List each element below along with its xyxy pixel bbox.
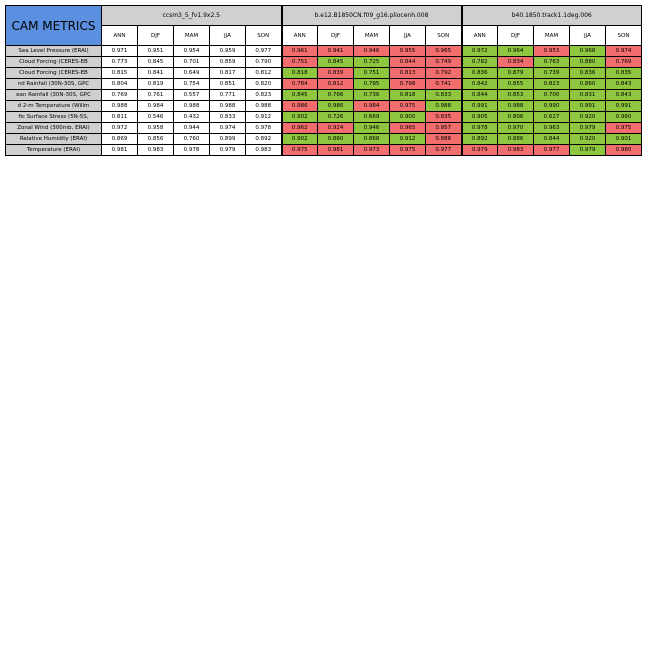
value-cell: 0.792 (426, 68, 462, 79)
value-cell: 0.769 (606, 57, 642, 68)
value-cell: 0.817 (210, 68, 246, 79)
value-cell: 0.971 (102, 46, 138, 57)
value-cell: 0.859 (210, 57, 246, 68)
value-cell: 0.700 (534, 90, 570, 101)
value-cell: 0.990 (534, 101, 570, 112)
metrics-table (5, 5, 642, 156)
value-cell: 0.749 (426, 57, 462, 68)
value-cell: 0.981 (102, 145, 138, 156)
value-cell: 0.856 (138, 134, 174, 145)
value-cell: 0.813 (390, 68, 426, 79)
value-cell: 0.975 (606, 123, 642, 134)
value-cell: 0.941 (318, 46, 354, 57)
value-cell: 0.819 (138, 79, 174, 90)
season-header-1-djf: DJF (138, 26, 174, 46)
value-cell: 0.980 (606, 145, 642, 156)
season-header-2-djf: DJF (318, 26, 354, 46)
value-cell: 0.968 (570, 46, 606, 57)
table-row (6, 101, 642, 112)
value-cell: 0.842 (462, 79, 498, 90)
value-cell: 0.984 (138, 101, 174, 112)
season-header-1-son: SON (246, 26, 282, 46)
value-cell: 0.726 (318, 112, 354, 123)
value-cell: 0.963 (534, 123, 570, 134)
value-cell: 0.815 (102, 68, 138, 79)
value-cell: 0.845 (282, 90, 318, 101)
value-cell: 0.988 (246, 101, 282, 112)
value-cell: 0.946 (354, 123, 390, 134)
value-cell: 0.983 (246, 145, 282, 156)
value-cell: 0.831 (570, 90, 606, 101)
value-cell: 0.860 (318, 134, 354, 145)
value-cell: 0.844 (390, 57, 426, 68)
value-cell: 0.432 (174, 112, 210, 123)
table-row (6, 145, 642, 156)
season-header-row (6, 26, 642, 46)
value-cell: 0.912 (246, 112, 282, 123)
value-cell: 0.974 (606, 46, 642, 57)
metric-label: fic Surface Stress (5N-5S, (6, 112, 102, 123)
value-cell: 0.965 (426, 46, 462, 57)
season-header-2-jja: JJA (390, 26, 426, 46)
metric-label: Temperature (ERAI) (6, 145, 102, 156)
value-cell: 0.912 (390, 134, 426, 145)
value-cell: 0.954 (174, 46, 210, 57)
value-cell: 0.984 (354, 101, 390, 112)
value-cell: 0.833 (426, 90, 462, 101)
value-cell: 0.978 (462, 123, 498, 134)
value-cell: 0.812 (318, 79, 354, 90)
value-cell: 0.649 (174, 68, 210, 79)
value-cell: 0.844 (462, 90, 498, 101)
value-cell: 0.844 (534, 134, 570, 145)
value-cell: 0.834 (498, 57, 534, 68)
value-cell: 0.959 (210, 46, 246, 57)
value-cell: 0.977 (426, 145, 462, 156)
value-cell: 0.977 (534, 145, 570, 156)
value-cell: 0.944 (174, 123, 210, 134)
value-cell: 0.972 (102, 123, 138, 134)
value-cell: 0.972 (462, 46, 498, 57)
value-cell: 0.965 (390, 123, 426, 134)
value-cell: 0.975 (390, 145, 426, 156)
value-cell: 0.855 (498, 79, 534, 90)
value-cell: 0.975 (282, 145, 318, 156)
value-cell: 0.981 (318, 145, 354, 156)
value-cell: 0.869 (102, 134, 138, 145)
value-cell: 0.924 (318, 123, 354, 134)
metric-label: nd Rainfall (30N-30S, GPC (6, 79, 102, 90)
metric-label: Cloud Forcing (CERES-EB (6, 57, 102, 68)
table-row (6, 134, 642, 145)
season-header-1-jja: JJA (210, 26, 246, 46)
value-cell: 0.979 (570, 145, 606, 156)
value-cell: 0.806 (498, 112, 534, 123)
value-cell: 0.841 (138, 68, 174, 79)
value-cell: 0.853 (498, 90, 534, 101)
value-cell: 0.978 (246, 123, 282, 134)
value-cell: 0.823 (534, 79, 570, 90)
table-row (6, 79, 642, 90)
value-cell: 0.970 (498, 123, 534, 134)
value-cell: 0.962 (282, 123, 318, 134)
value-cell: 0.795 (354, 79, 390, 90)
metric-label: Relative Humidity (ERAI) (6, 134, 102, 145)
value-cell: 0.979 (570, 123, 606, 134)
season-header-2-son: SON (426, 26, 462, 46)
value-cell: 0.880 (570, 57, 606, 68)
value-cell: 0.784 (282, 79, 318, 90)
value-cell: 0.851 (210, 79, 246, 90)
table-title: CAM METRICS (6, 6, 102, 46)
value-cell: 0.975 (390, 101, 426, 112)
season-header-3-mam: MAM (534, 26, 570, 46)
value-cell: 0.798 (390, 79, 426, 90)
value-cell: 0.839 (318, 68, 354, 79)
value-cell: 0.669 (354, 112, 390, 123)
case-header-1: ccsm3_5_fv1.9x2.5 (102, 6, 282, 26)
value-cell: 0.988 (210, 101, 246, 112)
value-cell: 0.739 (534, 68, 570, 79)
value-cell: 0.988 (426, 101, 462, 112)
value-cell: 0.761 (138, 90, 174, 101)
value-cell: 0.812 (246, 68, 282, 79)
value-cell: 0.557 (174, 90, 210, 101)
value-cell: 0.983 (498, 145, 534, 156)
metric-label: ean Rainfall (30N-30S, GPC (6, 90, 102, 101)
value-cell: 0.836 (570, 68, 606, 79)
value-cell: 0.627 (534, 112, 570, 123)
value-cell: 0.902 (282, 134, 318, 145)
value-cell: 0.961 (282, 46, 318, 57)
value-cell: 0.754 (174, 79, 210, 90)
value-cell: 0.771 (210, 90, 246, 101)
season-header-2-ann: ANN (282, 26, 318, 46)
value-cell: 0.946 (354, 46, 390, 57)
value-cell: 0.835 (426, 112, 462, 123)
value-cell: 0.953 (534, 46, 570, 57)
value-cell: 0.773 (102, 57, 138, 68)
table-row (6, 90, 642, 101)
case-header-3: b40.1850.track1.1deg.006 (462, 6, 642, 26)
value-cell: 0.836 (462, 68, 498, 79)
value-cell: 0.818 (282, 68, 318, 79)
value-cell: 0.900 (390, 112, 426, 123)
value-cell: 0.983 (138, 145, 174, 156)
metric-label: Cloud Forcing (CERES-EB (6, 68, 102, 79)
value-cell: 0.845 (138, 57, 174, 68)
value-cell: 0.892 (246, 134, 282, 145)
season-header-3-jja: JJA (570, 26, 606, 46)
value-cell: 0.843 (606, 79, 642, 90)
value-cell: 0.979 (462, 145, 498, 156)
value-cell: 0.951 (138, 46, 174, 57)
metric-label: Sea Level Pressure (ERAI) (6, 46, 102, 57)
value-cell: 0.725 (354, 57, 390, 68)
value-cell: 0.868 (354, 134, 390, 145)
value-cell: 0.811 (102, 112, 138, 123)
value-cell: 0.879 (498, 68, 534, 79)
case-header-2: b.e12.B1850CN.f09_g16.pliocenh.008 (282, 6, 462, 26)
value-cell: 0.886 (498, 134, 534, 145)
case-header-row (6, 6, 642, 26)
value-cell: 0.964 (498, 46, 534, 57)
value-cell: 0.888 (426, 134, 462, 145)
table-row (6, 68, 642, 79)
value-cell: 0.977 (246, 46, 282, 57)
table-row (6, 57, 642, 68)
season-header-1-ann: ANN (102, 26, 138, 46)
value-cell: 0.957 (426, 123, 462, 134)
value-cell: 0.905 (462, 112, 498, 123)
season-header-1-mam: MAM (174, 26, 210, 46)
value-cell: 0.960 (606, 112, 642, 123)
value-cell: 0.902 (282, 112, 318, 123)
value-cell: 0.736 (354, 90, 390, 101)
value-cell: 0.991 (462, 101, 498, 112)
value-cell: 0.769 (102, 90, 138, 101)
value-cell: 0.818 (390, 90, 426, 101)
value-cell: 0.820 (246, 79, 282, 90)
value-cell: 0.833 (210, 112, 246, 123)
value-cell: 0.892 (462, 134, 498, 145)
value-cell: 0.766 (318, 90, 354, 101)
value-cell: 0.986 (282, 101, 318, 112)
value-cell: 0.958 (138, 123, 174, 134)
value-cell: 0.991 (570, 101, 606, 112)
season-header-3-son: SON (606, 26, 642, 46)
season-header-2-mam: MAM (354, 26, 390, 46)
value-cell: 0.988 (174, 101, 210, 112)
value-cell: 0.860 (570, 79, 606, 90)
table-row (6, 112, 642, 123)
value-cell: 0.760 (174, 134, 210, 145)
value-cell: 0.843 (606, 90, 642, 101)
table-row (6, 46, 642, 57)
value-cell: 0.763 (534, 57, 570, 68)
value-cell: 0.741 (426, 79, 462, 90)
value-cell: 0.899 (210, 134, 246, 145)
value-cell: 0.920 (570, 134, 606, 145)
value-cell: 0.986 (318, 101, 354, 112)
value-cell: 0.751 (282, 57, 318, 68)
value-cell: 0.955 (390, 46, 426, 57)
value-cell: 0.901 (606, 134, 642, 145)
table-body (6, 46, 642, 156)
value-cell: 0.988 (498, 101, 534, 112)
metric-label: Zonal Wind (300mb, ERAI) (6, 123, 102, 134)
table-row (6, 123, 642, 134)
value-cell: 0.845 (318, 57, 354, 68)
metric-label: d 2-m Temperature (Willm (6, 101, 102, 112)
value-cell: 0.991 (606, 101, 642, 112)
value-cell: 0.920 (570, 112, 606, 123)
value-cell: 0.790 (246, 57, 282, 68)
value-cell: 0.835 (606, 68, 642, 79)
value-cell: 0.974 (210, 123, 246, 134)
value-cell: 0.988 (102, 101, 138, 112)
value-cell: 0.804 (102, 79, 138, 90)
season-header-3-djf: DJF (498, 26, 534, 46)
season-header-3-ann: ANN (462, 26, 498, 46)
value-cell: 0.973 (354, 145, 390, 156)
value-cell: 0.782 (462, 57, 498, 68)
value-cell: 0.751 (354, 68, 390, 79)
value-cell: 0.979 (210, 145, 246, 156)
value-cell: 0.701 (174, 57, 210, 68)
value-cell: 0.823 (246, 90, 282, 101)
value-cell: 0.546 (138, 112, 174, 123)
value-cell: 0.978 (174, 145, 210, 156)
